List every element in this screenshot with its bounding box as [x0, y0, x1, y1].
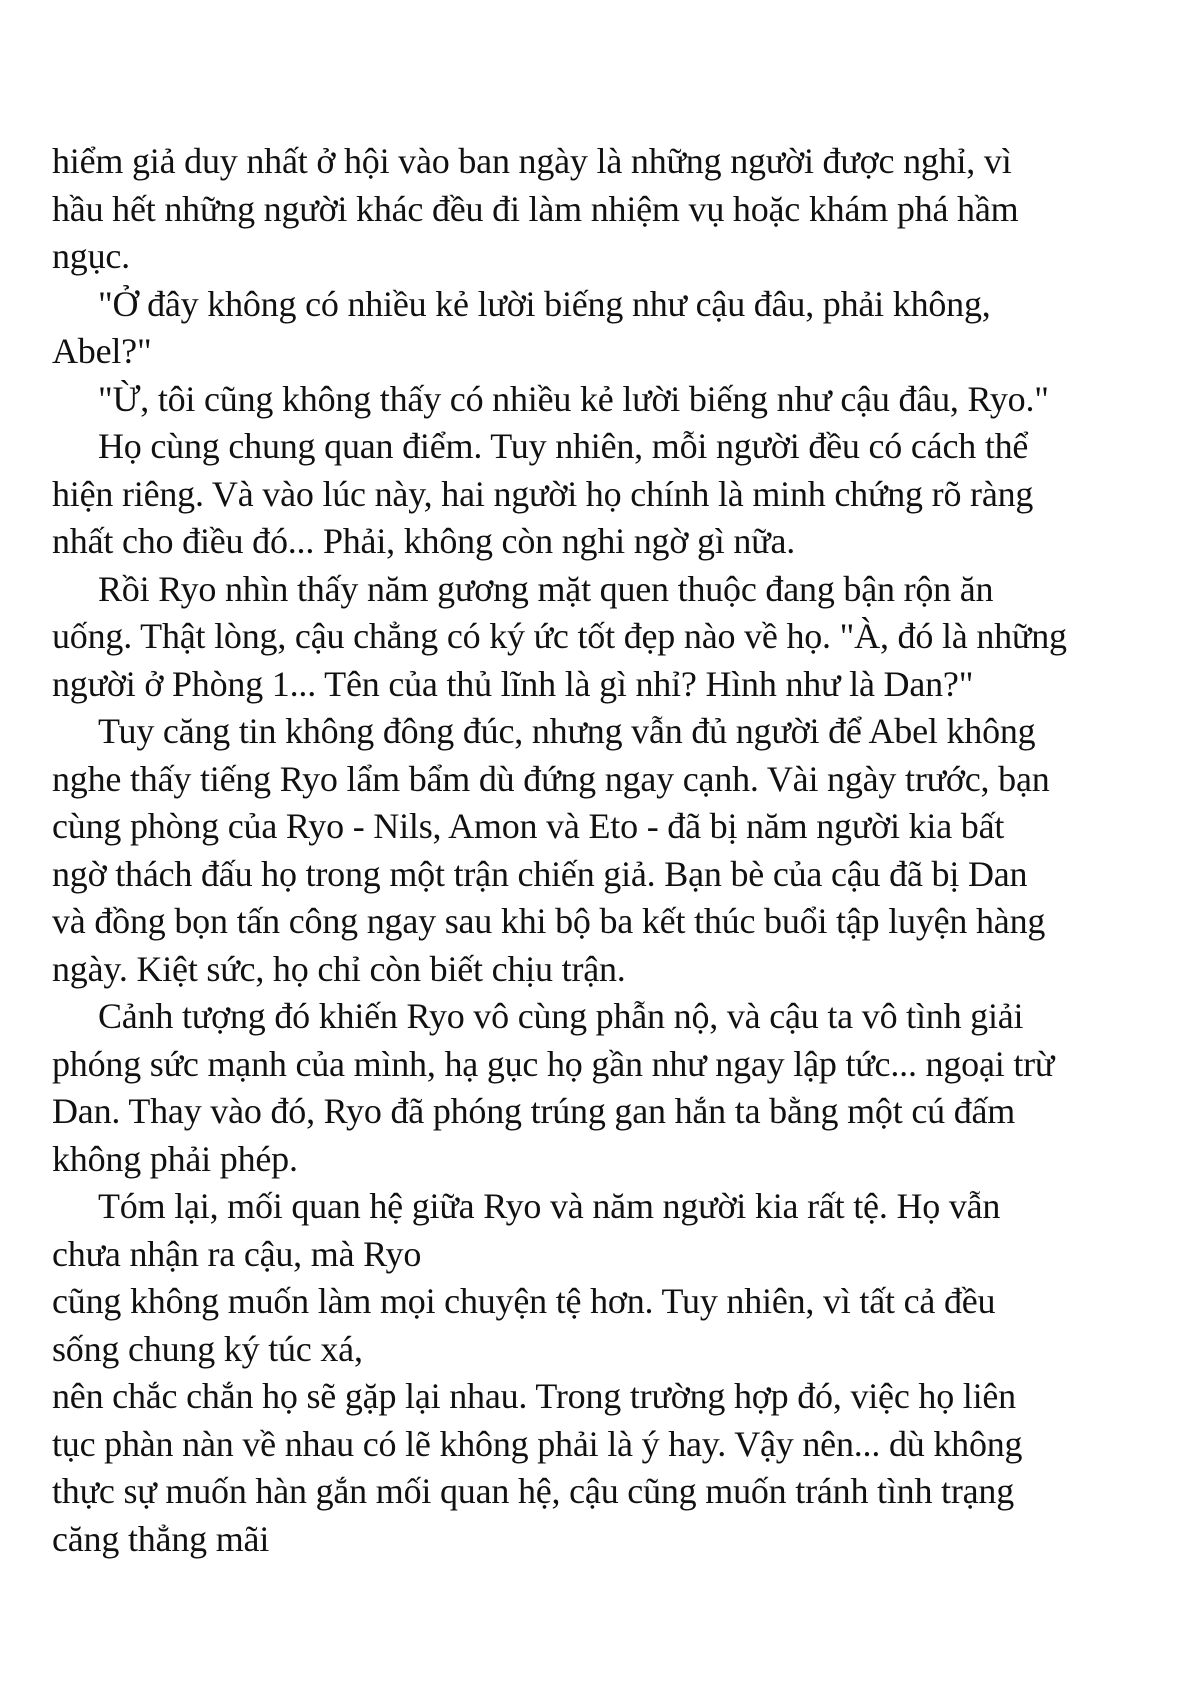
text-line: căng thẳng mãi — [52, 1518, 270, 1559]
text-line: chưa nhận ra cậu, mà Ryo — [52, 1233, 422, 1274]
text-line: "Ừ, tôi cũng không thấy có nhiều kẻ lười biếng như cậu đâu, Ryo." — [98, 378, 1049, 419]
text-line: tục phàn nàn về nhau có lẽ không phải là ý hay. Vậy nên... dù không — [52, 1423, 1023, 1464]
text-line: uống. Thật lòng, cậu chẳng có ký ức tốt đẹp nào về họ. "À, đó là những — [52, 616, 1067, 656]
text-line: Họ cùng chung quan điểm. Tuy nhiên, mỗi người đều có cách thể — [98, 426, 1029, 466]
text-line: nên chắc chắn họ sẽ gặp lại nhau. Trong trường hợp đó, việc họ liên — [52, 1376, 1016, 1416]
text-line: và đồng bọn tấn công ngay sau khi bộ ba kết thúc buổi tập luyện hàng — [52, 901, 1046, 941]
text-line: Abel?" — [52, 331, 152, 371]
text-line: Cảnh tượng đó khiến Ryo vô cùng phẫn nộ, và cậu ta vô tình giải — [98, 996, 1024, 1036]
text-line: sống chung ký túc xá, — [52, 1328, 363, 1369]
text-line: thực sự muốn hàn gắn mối quan hệ, cậu cũng muốn tránh tình trạng — [52, 1471, 1015, 1511]
text-line: Tóm lại, mối quan hệ giữa Ryo và năm người kia rất tệ. Họ vẫn — [98, 1186, 1001, 1226]
text-line: hiện riêng. Và vào lúc này, hai người họ chính là minh chứng rõ ràng — [52, 473, 1034, 514]
text-line: hiểm giả duy nhất ở hội vào ban ngày là những người được nghỉ, vì — [52, 141, 1012, 181]
text-line: ngục. — [52, 236, 130, 276]
text-line: Rồi Ryo nhìn thấy năm gương mặt quen thuộc đang bận rộn ăn — [98, 568, 994, 609]
text-line: nhất cho điều đó... Phải, không còn nghi ngờ gì nữa. — [52, 521, 796, 561]
text-line: cùng phòng của Ryo - Nils, Amon và Eto - đã bị năm người kia bất — [52, 806, 1005, 846]
text-line: phóng sức mạnh của mình, hạ gục họ gần như ngay lập tức... ngoại trừ — [52, 1043, 1055, 1084]
body-text — [52, 138, 1162, 1563]
text-line: "Ở đây không có nhiều kẻ lười biếng như cậu đâu, phải không, — [98, 283, 991, 324]
text-line: người ở Phòng 1... Tên của thủ lĩnh là gì nhỉ? Hình như là Dan?" — [52, 663, 974, 704]
text-line: Dan. Thay vào đó, Ryo đã phóng trúng gan hắn ta bằng một cú đấm — [52, 1091, 1016, 1131]
text-line: không phải phép. — [52, 1138, 298, 1179]
text-line: ngờ thách đấu họ trong một trận chiến giả. Bạn bè của cậu đã bị Dan — [52, 853, 1028, 894]
text-line: Tuy căng tin không đông đúc, nhưng vẫn đủ người để Abel không — [98, 711, 1036, 751]
text-line: hầu hết những người khác đều đi làm nhiệm vụ hoặc khám phá hầm — [52, 188, 1019, 229]
text-line: nghe thấy tiếng Ryo lẩm bẩm dù đứng ngay cạnh. Vài ngày trước, bạn — [52, 758, 1050, 799]
text-line: ngày. Kiệt sức, họ chỉ còn biết chịu trận. — [52, 948, 626, 989]
text-line: cũng không muốn làm mọi chuyện tệ hơn. Tuy nhiên, vì tất cả đều — [52, 1281, 996, 1321]
